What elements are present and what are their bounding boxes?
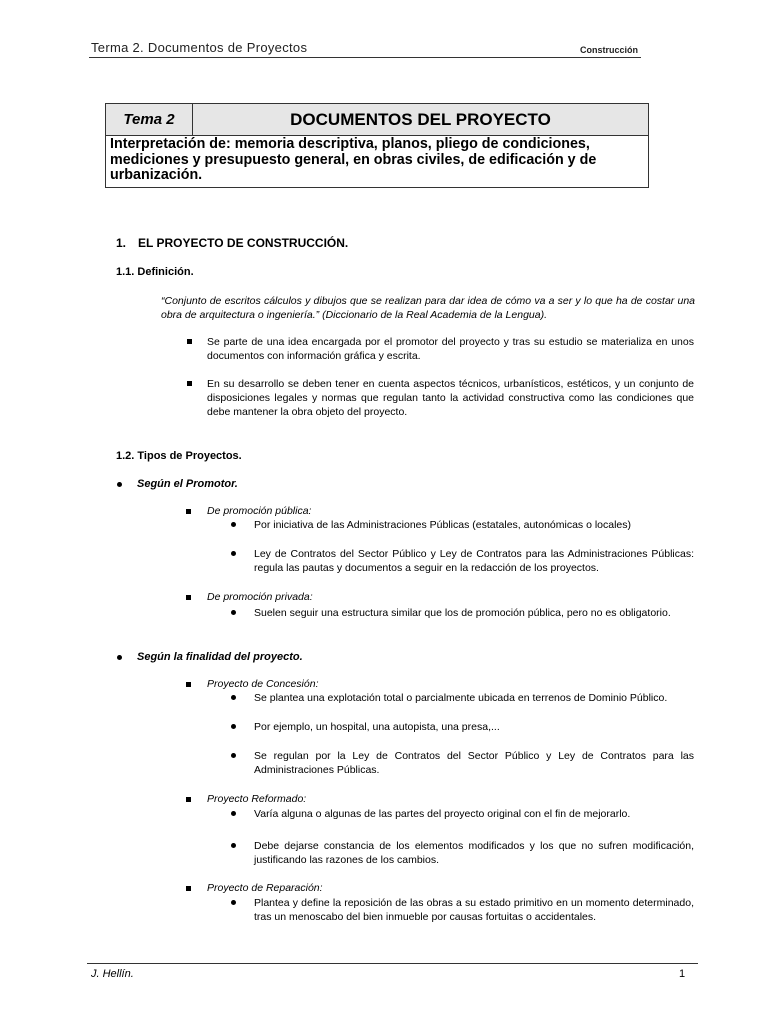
section-number: 1. (116, 236, 127, 250)
list-item: Plantea y define la reposición de las obras a su estado primitivo en un momento determinado, tras un menoscabo del bien inmueble por causas fortuitas o accidentales. (254, 897, 694, 923)
footer-author: J. Hellín. (91, 968, 134, 980)
subcategory-label: Proyecto Reformado: (207, 793, 307, 805)
round-bullet-icon (231, 900, 236, 905)
round-bullet-icon (231, 843, 236, 848)
subcategory-label: Proyecto de Concesión: (207, 678, 319, 690)
round-bullet-icon (231, 551, 236, 556)
square-bullet-icon (186, 886, 191, 891)
round-bullet-icon (117, 655, 122, 660)
section-title: EL PROYECTO DE CONSTRUCCIÓN. (138, 236, 349, 250)
document-subtitle: Interpretación de: memoria descriptiva, planos, pliego de condiciones, mediciones y presupuesto general, en obras civiles, de edificación y de urbanización. (110, 136, 597, 183)
running-header-subject: Construcción (580, 45, 639, 55)
round-bullet-icon (231, 695, 236, 700)
category-label-finalidad: Según la finalidad del proyecto. (137, 651, 303, 663)
title-box-header-row (106, 104, 648, 136)
list-item: Por ejemplo, un hospital, una autopista, una presa,... (254, 721, 500, 733)
subcategory-label: De promoción pública: (207, 505, 312, 517)
subsection-heading-definicion: 1.1. Definición. (116, 266, 194, 278)
list-item: Se regulan por la Ley de Contratos del Sector Público y Ley de Contratos para las Administraciones Públicas. (254, 750, 694, 776)
list-item: Suelen seguir una estructura similar que los de promoción pública, pero no es obligatorio. (254, 607, 671, 619)
list-item: Por iniciativa de las Administraciones Públicas (estatales, autonómicas o locales) (254, 519, 632, 531)
header-rule (89, 57, 641, 58)
document-title: DOCUMENTOS DEL PROYECTO (290, 109, 551, 129)
subcategory-label: De promoción privada: (207, 591, 313, 603)
definition-quote: “Conjunto de escritos cálculos y dibujos que se realizan para dar idea de cómo va a ser y lo que ha de costar una obra de arquitectura o ingeniería.” (Diccionario de la Real Academia de la Lengua). (161, 295, 695, 321)
running-header-title: Terma 2. Documentos de Proyectos (91, 40, 308, 55)
subcategory-label: Proyecto de Reparación: (207, 882, 323, 894)
list-item: Se plantea una explotación total o parcialmente ubicada en terrenos de Dominio Público. (254, 692, 668, 704)
section-heading (116, 236, 348, 250)
square-bullet-icon (186, 797, 191, 802)
round-bullet-icon (231, 522, 236, 527)
square-bullet-icon (186, 509, 191, 514)
category-label-promotor: Según el Promotor. (137, 478, 238, 490)
subsection-heading-tipos: 1.2. Tipos de Proyectos. (116, 450, 242, 462)
square-bullet-icon (186, 682, 191, 687)
round-bullet-icon (231, 610, 236, 615)
list-item: En su desarrollo se deben tener en cuenta aspectos técnicos, urbanísticos, estéticos, y un conjunto de disposiciones legales y normas que regulan tanto la actividad constructiva como las condiciones que debe mantener la obra objeto del proyecto. (207, 378, 694, 418)
round-bullet-icon (231, 724, 236, 729)
footer-rule (87, 963, 698, 964)
square-bullet-icon (186, 595, 191, 600)
square-bullet-icon (187, 339, 192, 344)
list-item: Ley de Contratos del Sector Público y Ley de Contratos para las Administraciones Públicas: regula las pautas y documentos a seguir en la redacción de los proyectos. (254, 548, 694, 574)
page-number: 1 (679, 968, 686, 980)
title-box (105, 103, 649, 188)
round-bullet-icon (231, 753, 236, 758)
square-bullet-icon (187, 381, 192, 386)
list-item: Se parte de una idea encargada por el promotor del proyecto y tras su estudio se materializa en unos documentos con información gráfica y escrita. (207, 336, 694, 362)
list-item: Debe dejarse constancia de los elementos modificados y los que no sufren modificación, justificando las razones de los cambios. (254, 840, 694, 866)
round-bullet-icon (117, 482, 122, 487)
tema-label: Tema 2 (106, 104, 193, 135)
list-item: Varía alguna o algunas de las partes del proyecto original con el fin de mejorarlo. (254, 808, 631, 820)
round-bullet-icon (231, 811, 236, 816)
